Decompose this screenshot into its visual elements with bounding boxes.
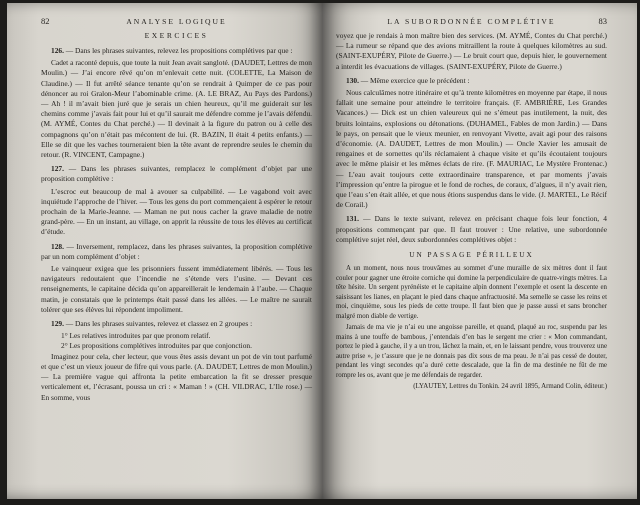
exercise-130-number: 130. xyxy=(346,75,359,85)
exercise-129-item-2: 2° Les propositions complétives introduites par que conjonction. xyxy=(61,341,252,351)
left-running-title: ANALYSE LOGIQUE xyxy=(126,17,227,26)
exercise-128-heading xyxy=(41,242,312,262)
exercise-126-number: 126. xyxy=(51,46,64,55)
exercise-126-heading xyxy=(41,46,312,56)
exercise-130-body: Nous calculâmes notre itinéraire et qu’à trente kilomètres en moyenne par étape, il nous fallait une semaine pour atteindre le territoire français. (F. AMBRIÈRE, Les Grandes Vacances.) — Dick est un chien valeureux qui ne s’émeut pas inutilement, la nuit, des bruits lointains, explosions ou détonations. (DUHAMEL, Fables de mon Jardin.) — Dans le pays, on pensait que le vieux meunier, en renvoyant Vivette, avait agi pour des raisons d’économie. (A. DAUDET, Lettres de mon Moulin.) — Oncle Xavier les amusait de rengaines et de sornettes qu’ils réclamaient à chaque visite et qu’ils écoutaient toujours avec le même plaisir et les mêmes éclats de rire. (F. MAURIAC, Le Mystère Frontenac.) — L’eau avait toujours cette extraordinaire transparence, et par moments j’avais l’impression qu’entre la pirogue et le fond de roches, de coraux, d’algues, il n’y avait rien, que l’eau s’en était allée, et que nous étions suspendus dans le vide. (J. MARTEL, Le Récif de Corail.) xyxy=(336,88,607,210)
exercise-131-number: 131. xyxy=(346,214,359,224)
exercise-128-body: Le vainqueur exigea que les prisonniers fussent immédiatement libérés. — Tous les navigateurs redoutaient que l’incendie ne s’étende vers l’usine. — Devant ces renseignements, le capitaine décida qu’on appareillerait le lendemain à l’aube. — Chaque matin, je constatais que le printemps était passé dans les allées. — Le maître ne saurait tolérer que ses élèves lui répondent impoliment. xyxy=(41,264,312,314)
exercise-129-instruction: — Dans les phrases suivantes, relevez et classez en 2 groupes : xyxy=(65,319,253,329)
exercise-126-instruction: — Dans les phrases suivantes, relevez les propositions complétives par que : xyxy=(65,46,293,55)
passage-attribution: (LYAUTEY, Lettres du Tonkin. 24 avril 1895, Armand Colin, éditeur.) xyxy=(413,383,607,391)
exercise-131-heading xyxy=(336,214,607,245)
exercise-130-heading xyxy=(336,76,607,86)
exercise-130-instruction: — Même exercice que le précédent : xyxy=(360,75,470,85)
right-running-title: LA SUBORDONNÉE COMPLÉTIVE xyxy=(387,17,556,26)
right-page-number: 83 xyxy=(598,16,607,26)
left-page xyxy=(7,3,322,499)
exercise-129-item-1: 1° Les relatives introduites par que pronom relatif. xyxy=(61,331,211,341)
right-page-header xyxy=(336,16,607,26)
exercise-126-body: Cadet a raconté depuis, que toute la nuit Jean avait sangloté. (DAUDET, Lettres de mon Moulin.) — J’ai encore rêvé qu’on m’enlevait cette nuit. (COLETTE, La Maison de Claudine.) — Il fut arrêté séance tenante qu’on se rendrait à Quimper de ce pas pour dénoncer au roi Gralon-Meur l’abominable crime. (A. LE BRAZ, Au Pays des Pardons.) — Ah ! il m’avait bien juré que je serais un chien heureux, qu’il me guiderait sur les chemins comme j’avais fait pour lui et qu’il saurait me défendre comme je l’avais défendu. (M. AYMÉ, Contes du Chat perché.) — Il devinait à la figure du patron ou à celle des compagnons qu’on n’était pas mécontent de lui. (R. BAZIN, Il était 4 petits enfants.) — Elle se dit que les vaches tourneraient bien la tête avant de reprendre seules le chemin du retour. (R. VINCENT, Campagne.) xyxy=(41,58,312,160)
exercise-127-heading xyxy=(41,164,312,184)
exercise-129-number: 129. xyxy=(51,319,64,329)
right-page xyxy=(322,3,637,499)
passage-title: UN PASSAGE PÉRILLEUX xyxy=(409,251,534,260)
passage-paragraph-2: Jamais de ma vie je n’ai eu une angoisse pareille, et quand, plaqué au roc, suspendu par les mains à une touffe de bambous, j’entendais d’en bas le sergent me crier : « Mon commandant, portez le pied à gauche, il y a un trou, lâchez la main, et, en le laissant pendre, vous trouverez une autre prise », je t’assure que je ne donnais pas dix sous de ma peau. Je n’ai pas cessé de douter, pendant les vingt secondes qu’a duré cette descalade, que la fin de ma destinée ne fût de me rompre les os, avant que je me défendais de regarder. xyxy=(336,324,607,379)
exercise-127-instruction: — Dans les phrases suivantes, remplacez le complément d’objet par une proposition complétive : xyxy=(41,164,312,184)
exercise-128-instruction: — Inversement, remplacez, dans les phrases suivantes, la proposition complétive par un nom complément d’objet : xyxy=(41,241,312,261)
exercise-129-continuation: voyez que je rendais à mon maître bien des services. (M. AYMÉ, Contes du Chat perché.) — La rumeur se répand que des avions mitraillent la route à quelques kilomètres au sud. (SAINT-EXUPÉRY, Pilote de Guerre.) — Le bruit court que, depuis hier, le gouvernement a interdit les évacuations de villages. (SAINT-EXUPÉRY, Pilote de Guerre.) xyxy=(336,31,607,71)
exercise-127-body: L’escroc eut beaucoup de mal à avouer sa culpabilité. — Le vagabond voit avec inquiétude l’approche de l’hiver. — Tous les gens du port commençaient à espérer le retour prochain de la Marie-Jeanne. — Maman ne put nous cacher la grave maladie de notre grand-père. — En un instant, au village, on apprit la réussite de tous les élèves au certificat d’étude. xyxy=(41,186,312,237)
exercise-127-number: 127. xyxy=(51,164,64,174)
exercise-131-instruction: — Dans le texte suivant, relevez en précisant chaque fois leur fonction, 4 propositions commençant par que. Il faut trouver : Une relative, une subordonnée complétive sujet réel, deux subordonnées complétives objet : xyxy=(336,214,607,244)
section-heading-exercices: EXERCICES xyxy=(144,31,209,40)
exercise-129-heading xyxy=(41,319,312,329)
exercise-129-body: Imaginez pour cela, cher lecteur, que vous êtes assis devant un pot de vin tout parfumé et que c’est un vieux joueur de fifre qui vous parle. (A. DAUDET, Lettres de mon Moulin.) — La première vague qui affronta la petite embarcation la fit se dresser presque verticalement et, l’écrasant, poussa un cri : « Maman ! » (CH. VILDRAC, L’Ile rose.) — En somme, vous xyxy=(41,351,312,402)
passage-paragraph-1: A un moment, nous nous trouvâmes au sommet d’une muraille de six mètres dont il faut couler pour gagner une étroite corniche qui domine la perpendiculaire de quatre-vingts mètres. La tête hésite. Un sergent pyrénéiste et le capitaine alpin donnent l’exemple et osent la descente en saisissant les lianes, en plaçant le pied dans chaque anfractuosité. Ma semelle se casse les reins et moi, cinquième, sous les pieds de cette troupe. Il faut bien que je passe aussi et sans broncher malgré mon diable de vertige. xyxy=(336,265,607,320)
exercise-128-number: 128. xyxy=(51,241,64,251)
left-page-header xyxy=(41,16,312,26)
left-page-number: 82 xyxy=(41,16,50,26)
